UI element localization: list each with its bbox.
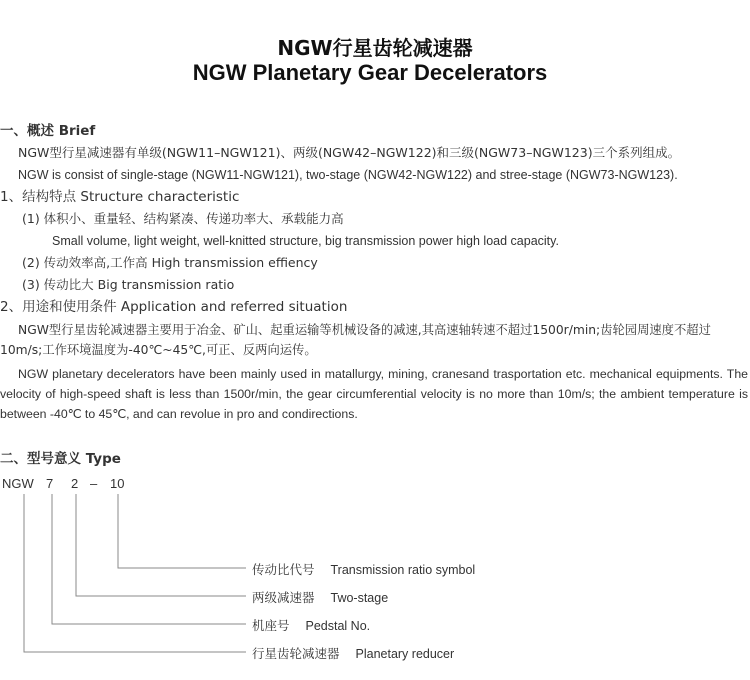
structure-heading: 1、结构特点 Structure characteristic [0, 189, 240, 205]
page-title-en: NGW Planetary Gear Decelerators [192, 60, 548, 85]
type-heading: 二、型号意义 Type [0, 451, 121, 467]
legend-series-cn: 行星齿轮减速器 [252, 646, 340, 661]
structure-item-3: (3) 传动比大 Big transmission ratio [22, 277, 235, 292]
legend-stage-en: Two-stage [330, 591, 389, 605]
structure-item-1-cn: (1) 体积小、重量轻、结构紧凑、传递功率大、承载能力高 [22, 211, 344, 226]
section-brief-heading: 一、概述 Brief [0, 123, 96, 139]
structure-item-2: (2) 传动效率高,工作高 High transmission effiency [22, 255, 318, 270]
legend-ratio-en: Transmission ratio symbol [330, 563, 476, 577]
application-heading: 2、用途和使用条件 Application and referred situation [0, 299, 348, 315]
brief-text-en: NGW is consist of single-stage (NGW11-NGW121), two-stage (NGW42-NGW122) and stree-stage (NGW73-NGW123). [18, 168, 678, 182]
code-series: NGW [2, 476, 34, 491]
legend-pedestal-en: Pedstal No. [305, 619, 371, 633]
code-stage: 2 [71, 476, 79, 491]
leader-line-series [24, 494, 246, 652]
page-title-cn: NGW行星齿轮减速器 [277, 36, 473, 60]
legend-item-stage [252, 588, 388, 606]
legend-item-series [252, 644, 454, 662]
application-text-cn: NGW型行星齿轮减速器主要用于冶金、矿山、起重运输等机械设备的减速,其高速轴转速不超过1500r/min;齿轮园周速度不超过10m/s;工作环境温度为-40℃~45℃,可正、反两向运传。 [0, 323, 711, 357]
leader-line-ratio [118, 494, 246, 568]
type-code-leader-lines [0, 490, 260, 670]
leader-line-stage [76, 494, 246, 596]
code-pedestal: 7 [46, 476, 54, 491]
structure-item-1-en: Small volume, light weight, well-knitted structure, big transmission power high load capacity. [52, 234, 559, 248]
code-ratio: 10 [110, 476, 125, 491]
legend-pedestal-cn: 机座号 [252, 618, 290, 633]
legend-item-ratio [252, 560, 475, 578]
legend-ratio-cn: 传动比代号 [252, 562, 315, 577]
brief-text-cn: NGW型行星减速器有单级(NGW11–NGW121)、两级(NGW42–NGW122)和三级(NGW73–NGW123)三个系列组成。 [18, 145, 681, 160]
application-text-en: NGW planetary decelerators have been mainly used in matallurgy, mining, cranesand trasportation etc. mechanical equipments. The velocity of high-speed shaft is less than 1500r/min, the gear circumferential velocity is no more than 10m/s; the ambient temperature is between -40℃ to 45℃, and can revolue in pro and condirections. [0, 367, 748, 421]
leader-line-pedestal [52, 494, 246, 624]
legend-series-en: Planetary reducer [355, 647, 455, 661]
legend-item-pedestal [252, 616, 370, 634]
code-dash: – [90, 476, 98, 491]
legend-stage-cn: 两级减速器 [252, 590, 315, 605]
